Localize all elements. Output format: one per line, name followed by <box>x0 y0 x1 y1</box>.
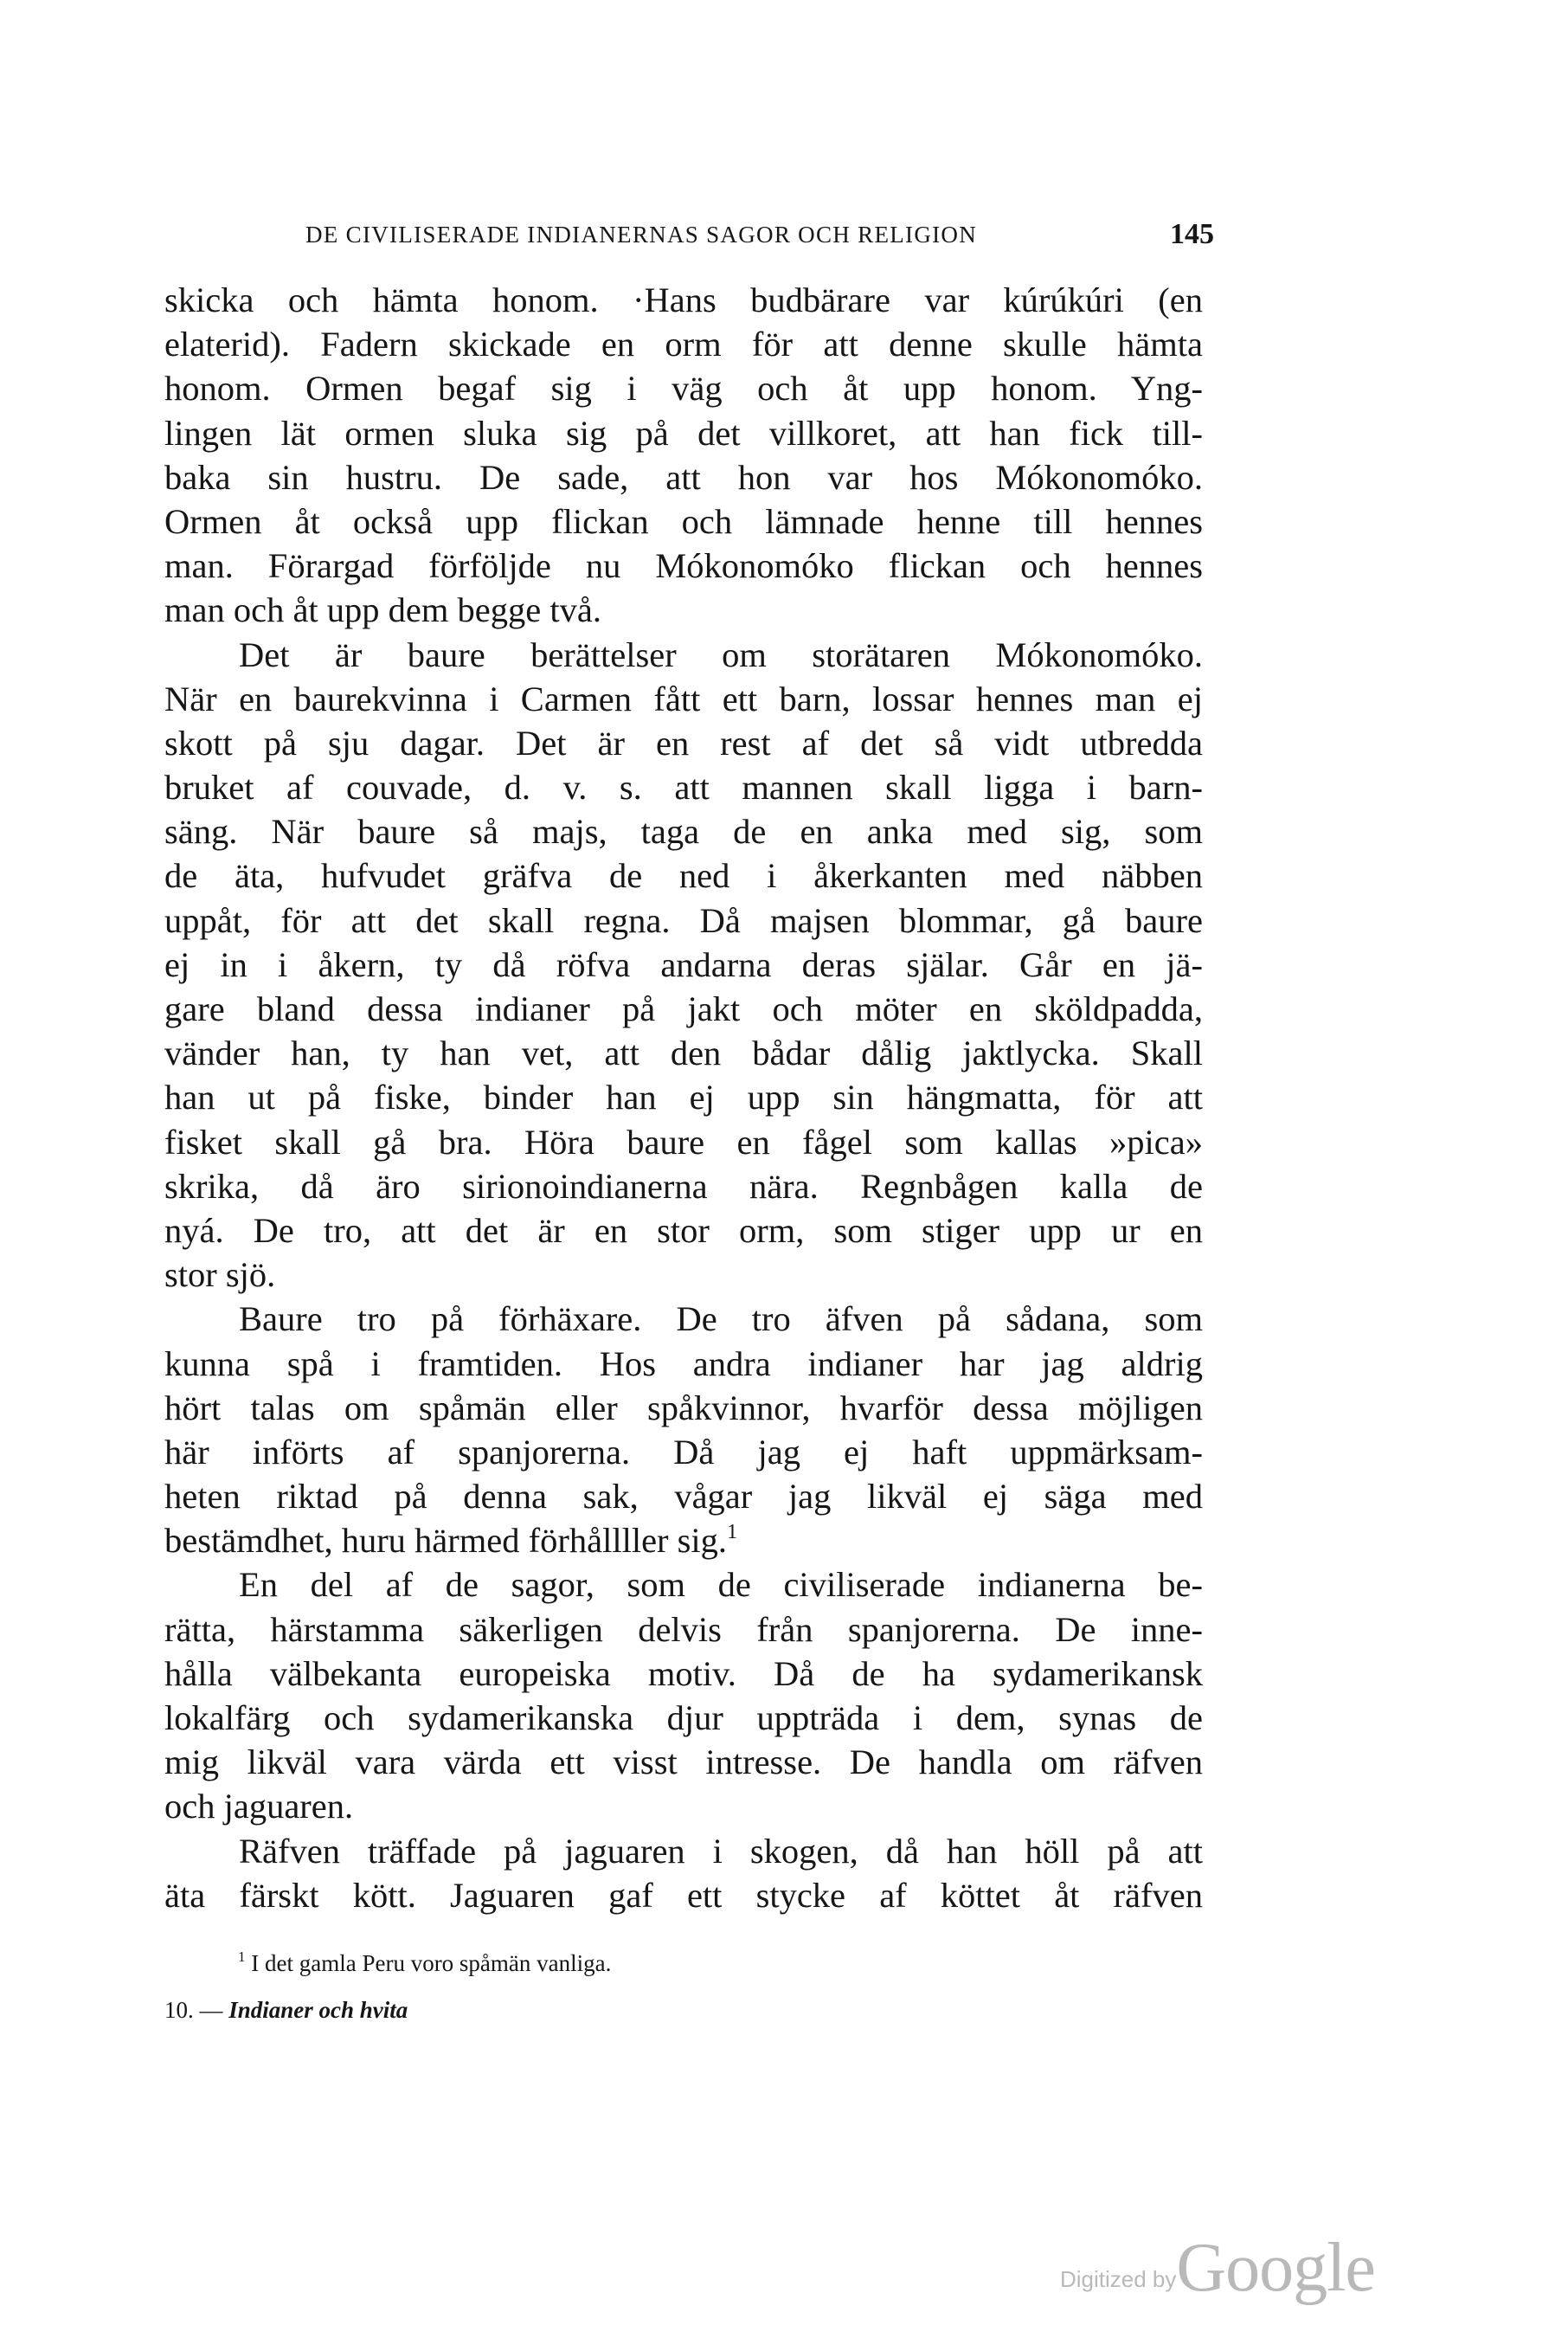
running-title: DE CIVILISERADE INDIANERNAS SAGOR OCH RELIGION <box>305 222 978 248</box>
text-line: skicka och hämta honom. ·Hans budbärare var kúrúkúri (en <box>164 280 1203 319</box>
text-line: hört talas om spåmän eller spåkvinnor, hvarför dessa möjligen <box>164 1388 1203 1427</box>
footnote-reference: 1 <box>727 1521 738 1544</box>
text-line: När en baurekvinna i Carmen fått ett barn, lossar hennes man ej <box>164 679 1203 718</box>
text-line: man. Förargad förföljde nu Mókonomóko flickan och hennes <box>164 546 1203 586</box>
text-line: vänder han, ty han vet, att den bådar dålig jaktlycka. Skall <box>164 1034 1203 1073</box>
text-line: baka sin hustru. De sade, att hon var hos Mókonomóko. <box>164 457 1203 497</box>
text-line: bruket af couvade, d. v. s. att mannen skall ligga i barn- <box>164 768 1203 808</box>
text-line: elaterid). Fadern skickade en orm för att denne skulle hämta <box>164 325 1203 364</box>
digitization-watermark <box>1060 2229 1375 2308</box>
watermark-prefix: Digitized by <box>1060 2266 1177 2292</box>
text-line: mig likväl vara värda ett visst intresse. De handla om räfven <box>164 1742 1203 1782</box>
text-line: Baure tro på förhäxare. De tro äfven på sådana, som <box>239 1299 1203 1339</box>
text-line: uppåt, för att det skall regna. Då majsen blommar, gå baure <box>164 900 1203 940</box>
text-line: här införts af spanjorerna. Då jag ej haft uppmärksam- <box>164 1432 1203 1472</box>
text-line: gare bland dessa indianer på jakt och möter en sköldpadda, <box>164 989 1203 1028</box>
text-line: stor sjö. <box>164 1255 276 1295</box>
text-line: skott på sju dagar. Det är en rest af det så vidt utbredda <box>164 723 1203 763</box>
text-line-content: bestämdhet, huru härmed förhållller sig. <box>164 1521 728 1561</box>
signature-title: Indianer och hvita <box>228 1997 408 2023</box>
running-head <box>305 218 1214 253</box>
text-line: Ormen åt också upp flickan och lämnade henne till hennes <box>164 501 1203 541</box>
text-line: man och åt upp dem begge två. <box>164 590 601 630</box>
text-line: säng. När baure så majs, taga de en anka med sig, som <box>164 812 1203 852</box>
text-line: de äta, hufvudet gräfva de ned i åkerkanten med näbben <box>164 856 1203 896</box>
signature-number: 10. — <box>164 1997 223 2023</box>
text-line: Det är baure berättelser om storätaren Mókonomóko. <box>239 634 1203 674</box>
text-line: heten riktad på denna sak, vågar jag likväl ej säga med <box>164 1477 1203 1517</box>
text-line: hålla välbekanta europeiska motiv. Då de ha sydamerikansk <box>164 1653 1203 1693</box>
text-line: rätta, härstamma säkerligen delvis från spanjorerna. De inne- <box>164 1609 1203 1649</box>
text-line: honom. Ormen begaf sig i väg och åt upp honom. Yng- <box>164 369 1203 409</box>
body-text <box>164 278 1203 1917</box>
text-line-with-footnote <box>164 1518 1203 1562</box>
text-line: skrika, då äro sirionoindianerna nära. Regnbågen kalla de <box>164 1166 1203 1206</box>
text-line: Räfven träffade på jaguaren i skogen, då han höll på att <box>239 1831 1203 1871</box>
text-line: ej in i åkern, ty då röfva andarna deras själar. Går en jä- <box>164 944 1203 984</box>
text-line: nyá. De tro, att det är en stor orm, som stiger upp ur en <box>164 1210 1203 1250</box>
text-line: han ut på fiske, binder han ej upp sin hängmatta, för att <box>164 1078 1203 1117</box>
text-line: och jaguaren. <box>164 1787 354 1826</box>
text-line: äta färskt kött. Jaguaren gaf ett stycke af köttet åt räfven <box>164 1875 1203 1915</box>
watermark-brand-logo: Google <box>1176 2230 1375 2306</box>
text-line: fisket skall gå bra. Höra baure en fågel som kallas »pica» <box>164 1122 1203 1162</box>
footnote-marker: 1 <box>238 1948 246 1965</box>
text-line: En del af de sagor, som de civiliserade indianerna be- <box>239 1565 1203 1605</box>
signature-mark <box>164 1997 408 2024</box>
text-line: lingen lät ormen sluka sig på det villkoret, att han fick till- <box>164 413 1203 453</box>
page-number: 145 <box>1170 218 1214 250</box>
text-line: kunna spå i framtiden. Hos andra indianer har jag aldrig <box>164 1343 1203 1383</box>
footnote <box>238 1950 611 1977</box>
footnote-text: I det gamla Peru voro spåmän vanliga. <box>251 1950 612 1976</box>
text-line: lokalfärg och sydamerikanska djur uppträda i dem, synas de <box>164 1698 1203 1737</box>
